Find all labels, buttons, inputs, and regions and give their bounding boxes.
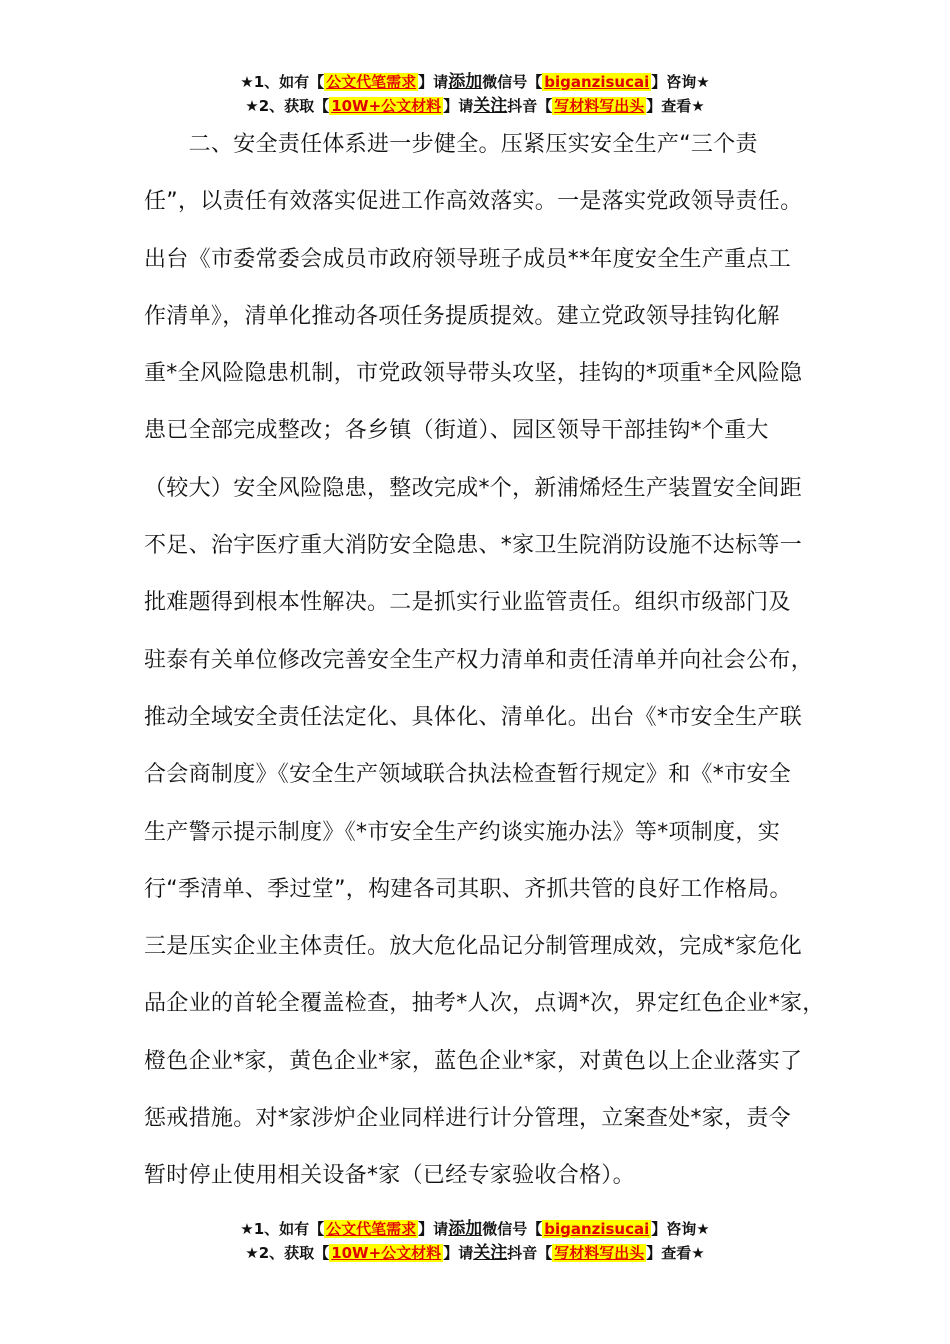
highlight-douyin-account: 写材料写出头 bbox=[554, 97, 645, 115]
notice-text: 】请 bbox=[443, 97, 474, 115]
header-notice bbox=[0, 70, 950, 118]
body-line: 批难题得到根本性解决。二是抓实行业监管责任。组织市级部门及 bbox=[144, 590, 791, 616]
body-paragraph bbox=[144, 116, 834, 1205]
notice-emphasis: 关注 bbox=[473, 96, 508, 116]
header-notice-line-1 bbox=[0, 70, 950, 94]
notice-emphasis: 添加 bbox=[448, 1219, 483, 1239]
body-line: 品企业的首轮全覆盖检查，抽考*人次，点调*次，界定红色企业*家， bbox=[144, 991, 825, 1017]
notice-text: 】咨询★ bbox=[651, 73, 710, 91]
footer-notice-line-2 bbox=[0, 1241, 950, 1265]
footer-notice bbox=[0, 1217, 950, 1265]
body-line: 合会商制度》《安全生产领域联合执法检查暂行规定》和《*市安全 bbox=[144, 762, 792, 788]
notice-text: ★1、如有【 bbox=[240, 1220, 325, 1238]
body-line: 作清单》，清单化推动各项任务提质提效。建立党政领导挂钩化解 bbox=[144, 303, 780, 329]
notice-emphasis: 添加 bbox=[448, 72, 483, 92]
notice-text: 抖音【 bbox=[507, 97, 553, 115]
highlight-materials: 10W+公文材料 bbox=[331, 1244, 442, 1262]
highlight-wechat-id: biganzisucai bbox=[544, 1220, 650, 1238]
body-line: 任”，以责任有效落实促进工作高效落实。一是落实党政领导责任。 bbox=[144, 189, 803, 215]
body-line: 不足、治宇医疗重大消防安全隐患、*家卫生院消防设施不达标等一 bbox=[144, 533, 803, 559]
highlight-ghostwriting: 公文代笔需求 bbox=[326, 1220, 417, 1238]
notice-text: 】查看★ bbox=[646, 1244, 705, 1262]
header-notice-line-2 bbox=[0, 94, 950, 118]
notice-text: 抖音【 bbox=[507, 1244, 553, 1262]
body-line: 行“季清单、季过堂”，构建各司其职、齐抓共管的良好工作格局。 bbox=[144, 876, 792, 902]
notice-text: 】请 bbox=[418, 1220, 449, 1238]
footer-notice-line-1 bbox=[0, 1217, 950, 1241]
body-line: 驻泰有关单位修改完善安全生产权力清单和责任清单并向社会公布， bbox=[144, 647, 814, 673]
body-line: 患已全部完成整改；各乡镇（街道）、园区领导干部挂钩*个重大 bbox=[144, 418, 769, 444]
notice-text: 】咨询★ bbox=[651, 1220, 710, 1238]
body-line: 推动全域安全责任法定化、具体化、清单化。出台《*市安全生产联 bbox=[144, 704, 803, 730]
notice-text: ★2、获取【 bbox=[245, 1244, 330, 1262]
notice-text: 】请 bbox=[418, 73, 449, 91]
highlight-ghostwriting: 公文代笔需求 bbox=[326, 73, 417, 91]
highlight-materials: 10W+公文材料 bbox=[331, 97, 442, 115]
notice-text: 微信号【 bbox=[482, 1220, 543, 1238]
notice-text: 微信号【 bbox=[482, 73, 543, 91]
notice-text: 】查看★ bbox=[646, 97, 705, 115]
body-line: 橙色企业*家，黄色企业*家，蓝色企业*家，对黄色以上企业落实了 bbox=[144, 1048, 803, 1074]
body-line: 二、安全责任体系进一步健全。压紧压实安全生产“三个责 bbox=[144, 132, 758, 157]
body-line: 三是压实企业主体责任。放大危化品记分制管理成效，完成*家危化 bbox=[144, 934, 803, 960]
body-line: 惩戒措施。对*家涉炉企业同样进行计分管理，立案查处*家，责令 bbox=[144, 1106, 792, 1132]
body-line: 暂时停止使用相关设备*家（已经专家验收合格）。 bbox=[144, 1163, 635, 1189]
body-line: 重*全风险隐患机制，市党政领导带头攻坚，挂钩的*项重*全风险隐 bbox=[144, 361, 803, 387]
notice-text: ★2、获取【 bbox=[245, 97, 330, 115]
notice-emphasis: 关注 bbox=[473, 1243, 508, 1263]
highlight-douyin-account: 写材料写出头 bbox=[554, 1244, 645, 1262]
notice-text: 】请 bbox=[443, 1244, 474, 1262]
highlight-wechat-id: biganzisucai bbox=[544, 73, 650, 91]
notice-text: ★1、如有【 bbox=[240, 73, 325, 91]
body-line: （较大）安全风险隐患，整改完成*个，新浦烯烃生产装置安全间距 bbox=[144, 475, 803, 501]
body-line: 生产警示提示制度》《*市安全生产约谈实施办法》等*项制度，实 bbox=[144, 819, 781, 845]
body-line: 出台《市委常委会成员市政府领导班子成员**年度安全生产重点工 bbox=[144, 246, 792, 272]
